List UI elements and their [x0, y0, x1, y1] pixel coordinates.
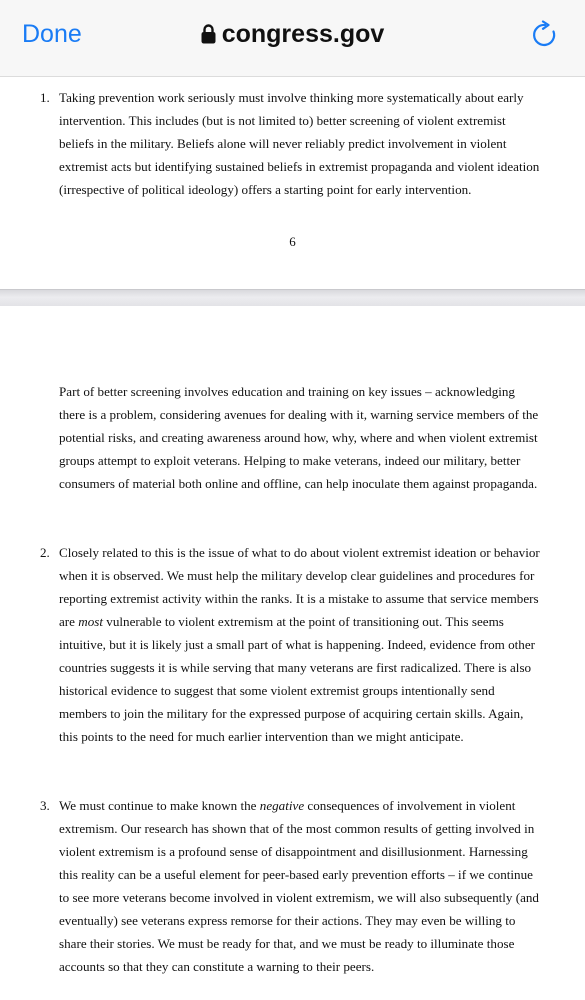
text-run: consequences of involvement in violent extremism. Our research has shown that of the most common results of getting involved in violent extremism is a profound sense of disappointment and disillusionment. Harnessing this reality can be a useful element for peer-based early prevention efforts – if we continue to see more veterans become involved in violent extremism, we will also subsequently (and eventually) see veterans express remorse for their actions. They may even be willing to share their stories. We must be ready for that, and we must be ready to illuminate those accounts so that they can constitute a warning to their peers.: [59, 798, 539, 974]
emphasis-text: most: [78, 614, 104, 629]
url-text: congress.gov: [221, 20, 385, 48]
browser-toolbar: [0, 0, 585, 77]
paragraph-text: Part of better screening involves education and training on key issues – acknowledging there is a problem, considering avenues for dealing with it, warning service members of the potential risks, and creating awareness around how, why, where and when violent extremist groups attempt to exploit veterans. Helping to make veterans, indeed our military, better consumers of material both online and offline, can help inoculate them against propaganda.: [59, 384, 539, 491]
list-number: 3.: [40, 798, 50, 813]
text-run: Closely related to this is the issue of what to do about violent extremist ideation or behavior when it is observed. We must help the military develop clear guidelines and procedures for reporting extremist activity within the ranks. It is a mistake to assume that service members are: [59, 545, 540, 629]
list-text: Taking prevention work seriously must involve thinking more systematically about early intervention. This includes (but is not limited to) better screening of violent extremist beliefs in the military. Beliefs alone will never reliably predict involvement in violent extremist acts but identifying sustained beliefs in extremist propaganda and violent ideation (irrespective of political ideology) offers a starting point for early intervention.: [59, 90, 540, 197]
done-button[interactable]: Done: [22, 20, 82, 48]
lock-icon: [201, 24, 216, 44]
text-run: vulnerable to violent extremism at the point of transitioning out. This seems intuitive, but it is likely just a small part of what is happening. Indeed, evidence from other countries suggests it is while serving that many veterans are first radicalized. There is also historical evidence to suggest that some violent extremist groups intentionally send members to join the military for the expressed purpose of acquiring certain skills. Again, this points to the need for much earlier intervention than we might anticipate.: [59, 614, 535, 744]
document-page-6: [0, 77, 585, 289]
reload-icon[interactable]: [530, 20, 560, 50]
address-bar[interactable]: [0, 20, 585, 49]
list-text: [59, 794, 541, 978]
list-number: 2.: [40, 545, 50, 560]
list-text: [59, 541, 541, 748]
text-run: We must continue to make known the: [59, 798, 260, 813]
page-separator: [0, 289, 585, 307]
emphasis-text: negative: [259, 798, 305, 813]
page-number: 6: [289, 234, 296, 249]
list-number: 1.: [40, 90, 50, 105]
document-page-7: [0, 306, 585, 1000]
